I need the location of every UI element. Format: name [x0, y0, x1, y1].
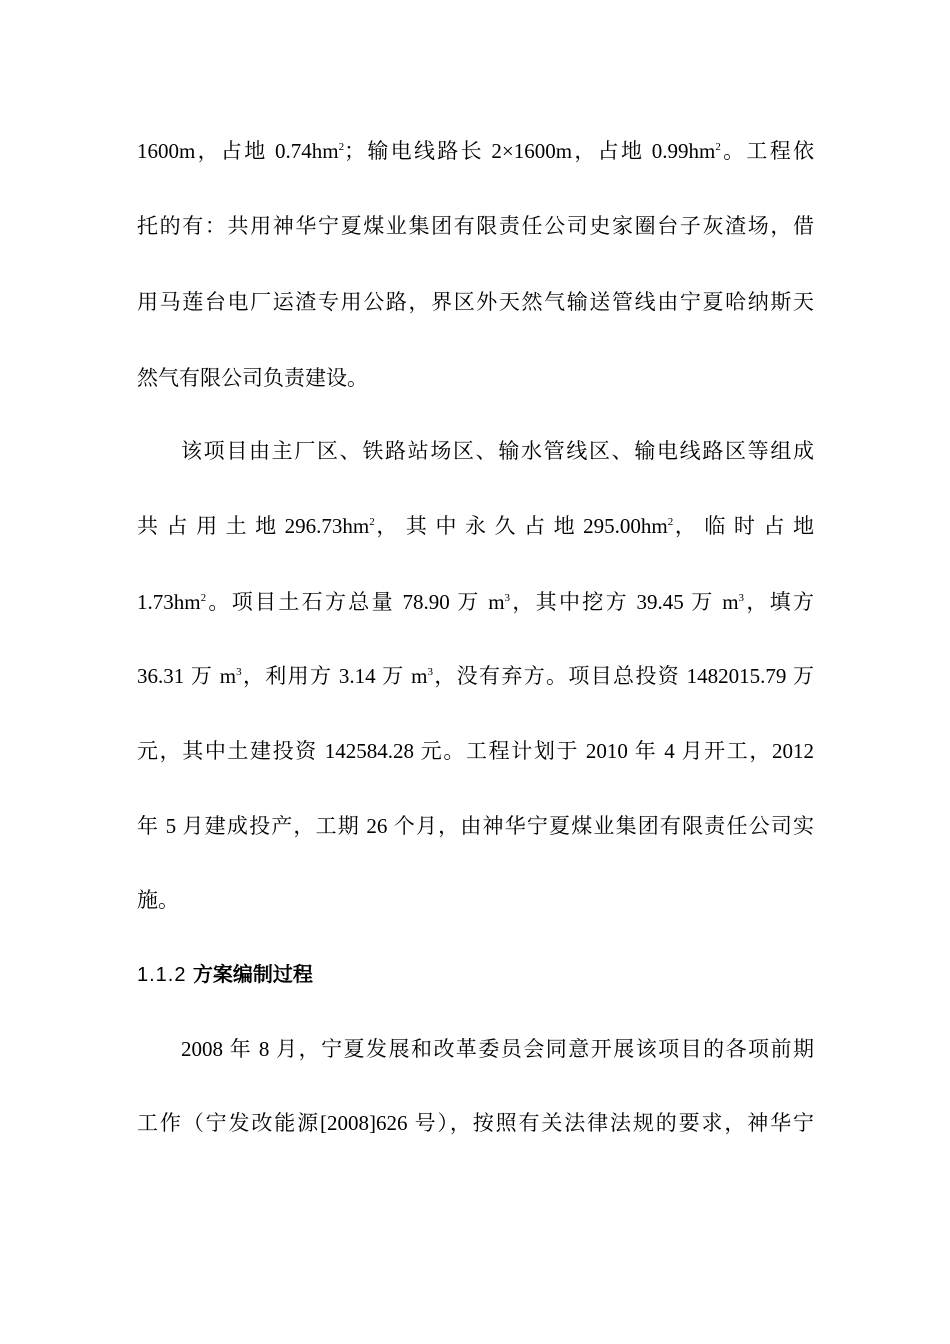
paragraph-2-line-3 [137, 582, 814, 622]
paragraph-2-line-2 [137, 506, 814, 546]
paragraph-2-line-4 [137, 656, 814, 696]
text-run: 。项目土石方总量 78.90 万 m [206, 590, 505, 614]
text-run: 1.73hm [137, 590, 201, 614]
paragraph-1-line-2: 托的有：共用神华宁夏煤业集团有限责任公司史家圈台子灰渣场，借 [137, 214, 814, 238]
text-run: ，没有弃方。项目总投资 1482015.79 万 [433, 664, 814, 688]
paragraph-2-line-7: 施。 [137, 888, 179, 912]
superscript: 3 [504, 592, 511, 604]
text-run: ，填方 [744, 590, 814, 614]
superscript: 2 [715, 141, 721, 153]
paragraph-2-line-5: 元，其中土建投资 142584.28 元。工程计划于 2010 年 4 月开工，2012 [137, 739, 814, 763]
superscript: 2 [667, 516, 674, 528]
text-run: 1600m，占地 0.74hm [137, 139, 339, 163]
text-run: 共 占 用 土 地 296.73hm [137, 514, 370, 538]
superscript: 2 [369, 516, 375, 528]
text-run: ， 其 中 永 久 占 地 295.00hm [374, 514, 668, 538]
text-run: ，利用方 3.14 万 m [241, 664, 428, 688]
paragraph-1-line-1 [137, 131, 814, 171]
text-run: ， 临 时 占 地 [673, 514, 814, 538]
paragraph-2-line-1: 该项目由主厂区、铁路站场区、输水管线区、输电线路区等组成 [181, 439, 814, 463]
paragraph-3-line-1: 2008 年 8 月，宁夏发展和改革委员会同意开展该项目的各项前期 [181, 1037, 814, 1061]
section-number: 1.1.2 [137, 964, 187, 986]
section-title: 方案编制过程 [192, 962, 313, 986]
text-run: 36.31 万 m [137, 664, 237, 688]
paragraph-2-line-6: 年 5 月建成投产，工期 26 个月，由神华宁夏煤业集团有限责任公司实 [137, 814, 814, 838]
superscript: 2 [200, 592, 207, 604]
text-run: ，其中挖方 39.45 万 m [510, 590, 739, 614]
text-run: ；输电线路长 2×1600m，占地 0.99hm [344, 139, 716, 163]
superscript: 3 [236, 666, 242, 678]
superscript: 2 [338, 141, 345, 153]
paragraph-1-line-3: 用马莲台电厂运渣专用公路，界区外天然气输送管线由宁夏哈纳斯天 [137, 290, 814, 314]
superscript: 3 [427, 666, 433, 678]
text-run: 。工程依 [720, 139, 815, 163]
paragraph-3-line-2: 工作（宁发改能源[2008]626 号），按照有关法律法规的要求，神华宁 [137, 1111, 814, 1135]
paragraph-1-line-4: 然气有限公司负责建设。 [137, 366, 368, 390]
superscript: 3 [738, 592, 745, 604]
section-heading [137, 954, 814, 994]
